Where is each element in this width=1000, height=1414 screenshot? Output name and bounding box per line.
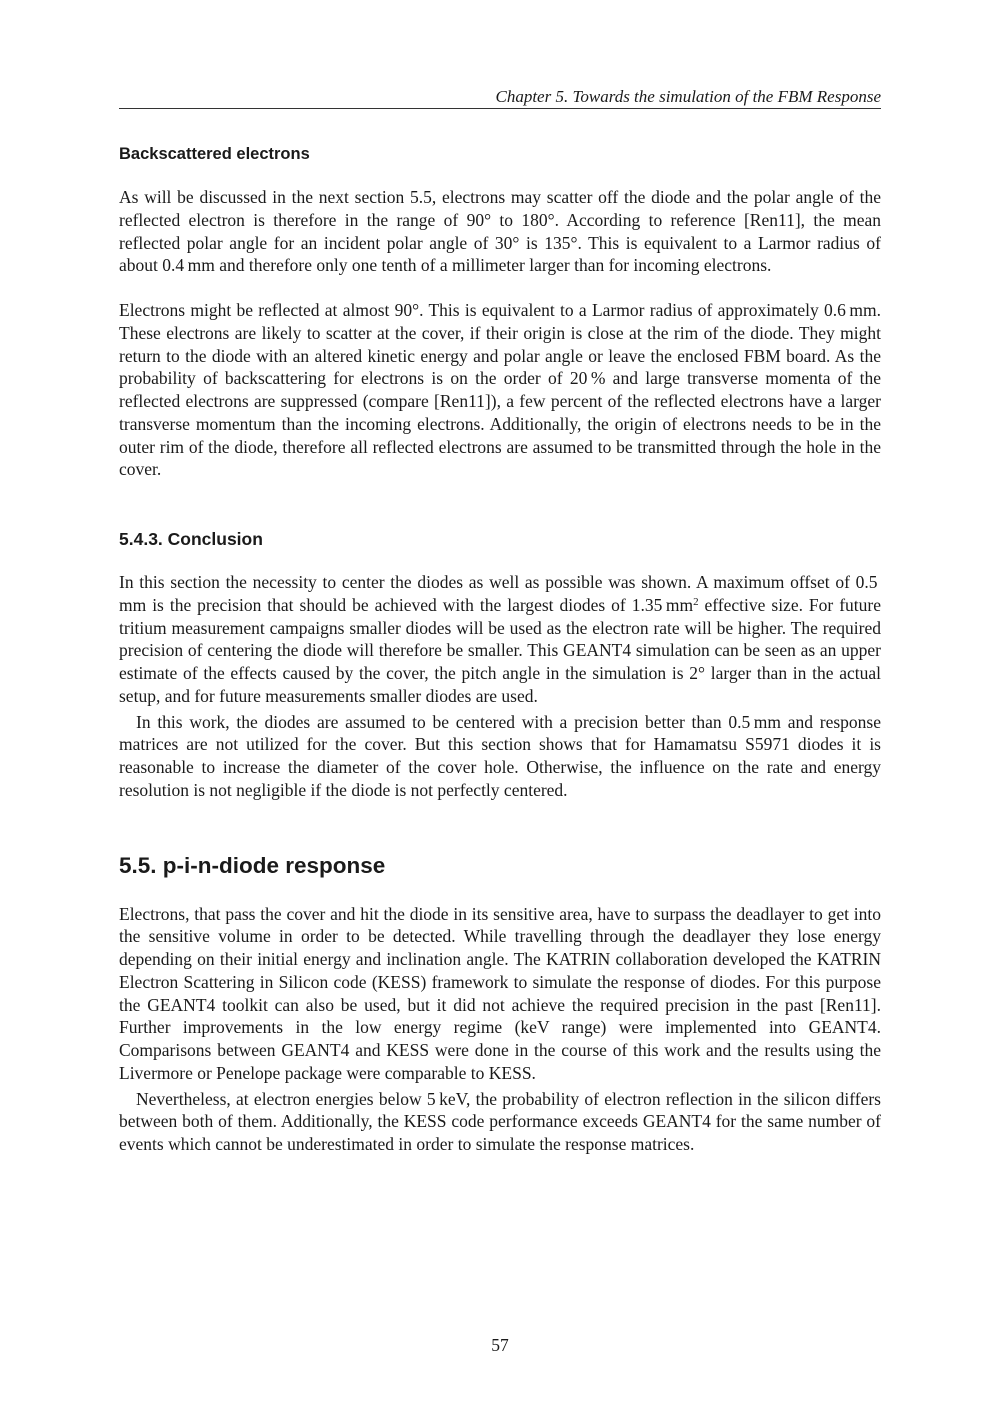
backscatter-paragraph-2: Electrons might be reflected at almost 90°. This is equivalent to a Larmor radius of approximately 0.6 mm. These electrons are likely to scatter at the cover, if their origin is close at the rim of the diode. They might return to the diode with an altered kinetic energy and polar angle or leave the enclosed FBM board. As the probability of backscattering for electrons is on the order of 20 % and large transverse momenta of the reflected electrons are suppressed (compare [Ren11]), a few percent of the reflected electrons have a larger transverse momentum than the incoming electrons. Additionally, the origin of electrons needs to be in the outer rim of the diode, therefore all reflected electrons are assumed to be transmitted through the hole in the cover. xyxy=(119,300,881,480)
backscatter-paragraph-1: As will be discussed in the next section 5.5, electrons may scatter off the diode and the polar angle of the reflected electron is therefore in the range of 90° to 180°. According to reference [Ren11], the mean reflected polar angle for an incident polar angle of 30° is 135°. This is equivalent to a Larmor radius of about 0.4 mm and therefore only one tenth of a millimeter larger than for incoming electrons. xyxy=(119,187,881,276)
section-heading-diode-response: 5.5. p-i-n-diode response xyxy=(119,852,386,878)
diode-response-paragraph-2: Nevertheless, at electron energies below 5 keV, the probability of electron reflection in the silicon differs between both of them. Additionally, the KESS code performance exceeds GEANT4 for the same number of events which cannot be underestimated in order to simulate the response matrices. xyxy=(119,1088,881,1154)
conclusion-paragraph-2: In this work, the diodes are assumed to be centered with a precision better than 0.5 mm and response matrices are not utilized for the cover. But this section shows that for Hamamatsu S5971 diodes it is reasonable to increase the diameter of the cover hole. Otherwise, the influence on the rate and energy resolution is not negligible if the diode is not perfectly centered. xyxy=(119,711,881,800)
header-rule xyxy=(119,108,881,109)
page-number: 57 xyxy=(491,1335,509,1355)
running-header: Chapter 5. Towards the simulation of the FBM Response xyxy=(495,87,881,106)
conclusion-p1-text-cont: effective size. For future tritium measurement campaigns smaller diodes will be used as the electron rate will be higher. The required precision of centering the diode will therefore be smaller. This GEANT4 simulation can be seen as an upper estimate of the effects caused by the cover, the pitch angle in the simulation is 2° larger than in the actual setup, and for future measurements smaller diodes are used. xyxy=(119,594,881,706)
page-body xyxy=(119,142,881,1156)
superscript-exponent: 2 xyxy=(693,595,699,608)
conclusion-paragraph-1 xyxy=(119,571,881,708)
backscatter-heading: Backscattered electrons xyxy=(119,145,310,163)
diode-response-paragraph-1: Electrons, that pass the cover and hit the diode in its sensitive area, have to surpass the deadlayer to get into the sensitive volume in order to be detected. While travelling through the deadlayer they lose energy depending on their initial energy and inclination angle. The KATRIN collaboration developed the KATRIN Electron Scattering in Silicon code (KESS) framework to simulate the response of diodes. For this purpose the GEANT4 toolkit can also be used, but it did not achieve the required precision in the past [Ren11]. Further improvements in the low energy regime (keV range) were implemented into GEANT4. Comparisons between GEANT4 and KESS were done in the course of this work and the results using the Livermore or Penelope package were comparable to KESS. xyxy=(119,903,881,1083)
conclusion-heading: 5.4.3. Conclusion xyxy=(119,529,263,549)
conclusion-p1-text: In this section the necessity to center the diodes as well as possible was shown. A maximum offset of 0.5 mm is the precision that should be achieved with the largest diodes of 1.35 mm xyxy=(119,572,881,615)
